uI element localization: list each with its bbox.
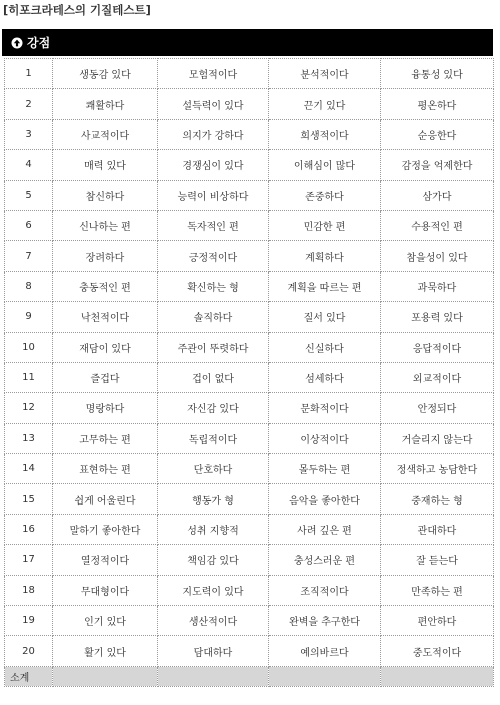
table-row [5, 210, 494, 240]
trait-cell: 끈기 있다 [269, 89, 381, 119]
trait-cell: 분석적이다 [269, 59, 381, 89]
trait-cell: 섬세하다 [269, 362, 381, 392]
trait-cell: 인기 있다 [53, 606, 158, 636]
trait-cell: 생산적이다 [158, 606, 269, 636]
table-row [5, 332, 494, 362]
row-number: 19 [5, 606, 53, 636]
trait-cell: 쉽게 어울린다 [53, 484, 158, 514]
trait-cell: 책임감 있다 [158, 545, 269, 575]
subtotal-cell [158, 666, 269, 686]
row-number: 16 [5, 514, 53, 544]
trait-cell: 외교적이다 [381, 362, 494, 392]
trait-cell: 행동가 형 [158, 484, 269, 514]
row-number: 15 [5, 484, 53, 514]
row-number: 17 [5, 545, 53, 575]
trait-cell: 겁이 없다 [158, 362, 269, 392]
row-number: 3 [5, 119, 53, 149]
row-number: 13 [5, 423, 53, 453]
trait-cell: 질서 있다 [269, 302, 381, 332]
trait-table [4, 58, 494, 687]
trait-cell: 이상적이다 [269, 423, 381, 453]
trait-cell: 예의바르다 [269, 636, 381, 666]
trait-cell: 평온하다 [381, 89, 494, 119]
trait-cell: 과묵하다 [381, 271, 494, 301]
trait-cell: 독자적인 편 [158, 210, 269, 240]
table-row [5, 89, 494, 119]
trait-cell: 이해심이 많다 [269, 150, 381, 180]
table-row [5, 271, 494, 301]
table-row [5, 636, 494, 666]
trait-cell: 응답적이다 [381, 332, 494, 362]
table-row [5, 514, 494, 544]
trait-cell: 음악을 좋아한다 [269, 484, 381, 514]
trait-cell: 장려하다 [53, 241, 158, 271]
subtotal-cell [53, 666, 158, 686]
trait-cell: 표현하는 편 [53, 454, 158, 484]
table-row [5, 484, 494, 514]
table-row [5, 362, 494, 392]
table-row [5, 302, 494, 332]
table-row [5, 150, 494, 180]
trait-cell: 솔직하다 [158, 302, 269, 332]
trait-cell: 확신하는 형 [158, 271, 269, 301]
trait-cell: 중도적이다 [381, 636, 494, 666]
trait-cell: 재담이 있다 [53, 332, 158, 362]
subtotal-label: 소계 [5, 666, 53, 686]
row-number: 5 [5, 180, 53, 210]
table-row [5, 606, 494, 636]
table-row [5, 423, 494, 453]
row-number: 2 [5, 89, 53, 119]
trait-cell: 쾌활하다 [53, 89, 158, 119]
table-row [5, 575, 494, 605]
row-number: 1 [5, 59, 53, 89]
trait-cell: 안정되다 [381, 393, 494, 423]
table-row [5, 180, 494, 210]
trait-cell: 사교적이다 [53, 119, 158, 149]
trait-cell: 즐겁다 [53, 362, 158, 392]
trait-cell: 중재하는 형 [381, 484, 494, 514]
trait-cell: 문화적이다 [269, 393, 381, 423]
table-row [5, 241, 494, 271]
trait-cell: 자신감 있다 [158, 393, 269, 423]
table-row [5, 393, 494, 423]
row-number: 6 [5, 210, 53, 240]
trait-cell: 만족하는 편 [381, 575, 494, 605]
trait-cell: 말하기 좋아한다 [53, 514, 158, 544]
table-row [5, 545, 494, 575]
page-title: [히포크라테스의 기질테스트] [3, 3, 151, 17]
trait-cell: 무대형이다 [53, 575, 158, 605]
trait-cell: 순응한다 [381, 119, 494, 149]
trait-cell: 수용적인 편 [381, 210, 494, 240]
trait-cell: 정색하고 농담한다 [381, 454, 494, 484]
subtotal-row [5, 666, 494, 686]
table-row [5, 59, 494, 89]
trait-cell: 포용력 있다 [381, 302, 494, 332]
trait-cell: 감정을 억제한다 [381, 150, 494, 180]
subtotal-cell [381, 666, 494, 686]
trait-cell: 열정적이다 [53, 545, 158, 575]
trait-cell: 지도력이 있다 [158, 575, 269, 605]
row-number: 4 [5, 150, 53, 180]
trait-cell: 모험적이다 [158, 59, 269, 89]
trait-cell: 단호하다 [158, 454, 269, 484]
trait-cell: 긍정적이다 [158, 241, 269, 271]
trait-cell: 삼가다 [381, 180, 494, 210]
trait-cell: 의지가 강하다 [158, 119, 269, 149]
row-number: 10 [5, 332, 53, 362]
trait-cell: 생동감 있다 [53, 59, 158, 89]
trait-cell: 몰두하는 편 [269, 454, 381, 484]
table-row [5, 454, 494, 484]
trait-cell: 신나하는 편 [53, 210, 158, 240]
trait-cell: 활기 있다 [53, 636, 158, 666]
trait-cell: 낙천적이다 [53, 302, 158, 332]
trait-cell: 충성스러운 편 [269, 545, 381, 575]
trait-cell: 편안하다 [381, 606, 494, 636]
row-number: 11 [5, 362, 53, 392]
trait-cell: 존중하다 [269, 180, 381, 210]
section-title: 강점 [27, 36, 51, 50]
trait-cell: 독립적이다 [158, 423, 269, 453]
row-number: 7 [5, 241, 53, 271]
row-number: 9 [5, 302, 53, 332]
trait-cell: 관대하다 [381, 514, 494, 544]
trait-cell: 조직적이다 [269, 575, 381, 605]
arrow-circle-icon [10, 36, 23, 49]
trait-cell: 사려 깊은 편 [269, 514, 381, 544]
trait-cell: 매력 있다 [53, 150, 158, 180]
trait-cell: 잘 듣는다 [381, 545, 494, 575]
section-header [2, 29, 493, 56]
trait-cell: 명랑하다 [53, 393, 158, 423]
trait-cell: 참신하다 [53, 180, 158, 210]
trait-cell: 경쟁심이 있다 [158, 150, 269, 180]
row-number: 18 [5, 575, 53, 605]
row-number: 20 [5, 636, 53, 666]
row-number: 12 [5, 393, 53, 423]
subtotal-cell [269, 666, 381, 686]
trait-cell: 신실하다 [269, 332, 381, 362]
trait-cell: 완벽을 추구한다 [269, 606, 381, 636]
row-number: 8 [5, 271, 53, 301]
trait-cell: 융통성 있다 [381, 59, 494, 89]
table-row [5, 119, 494, 149]
trait-cell: 능력이 비상하다 [158, 180, 269, 210]
trait-cell: 계획을 따르는 편 [269, 271, 381, 301]
trait-cell: 설득력이 있다 [158, 89, 269, 119]
row-number: 14 [5, 454, 53, 484]
trait-cell: 민감한 편 [269, 210, 381, 240]
trait-cell: 고무하는 편 [53, 423, 158, 453]
trait-cell: 거슬리지 않는다 [381, 423, 494, 453]
trait-cell: 충동적인 편 [53, 271, 158, 301]
trait-cell: 성취 지향적 [158, 514, 269, 544]
trait-cell: 참을성이 있다 [381, 241, 494, 271]
trait-cell: 담대하다 [158, 636, 269, 666]
trait-cell: 희생적이다 [269, 119, 381, 149]
trait-cell: 계획하다 [269, 241, 381, 271]
trait-cell: 주관이 뚜렷하다 [158, 332, 269, 362]
